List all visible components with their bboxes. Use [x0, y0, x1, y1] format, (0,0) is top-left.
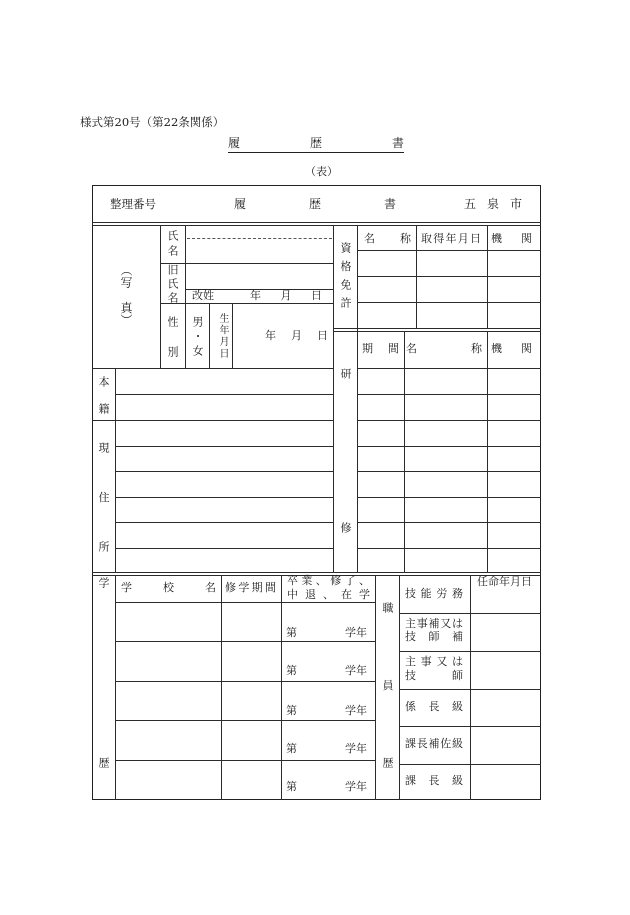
grid-line [333, 225, 334, 572]
grid-line [375, 575, 376, 800]
career-label: 職員歴 [381, 602, 394, 768]
grade-label: 課長補佐級 [405, 737, 463, 750]
address-label: 現住所 [97, 442, 110, 552]
grid-line [160, 303, 333, 304]
grid-line [357, 420, 541, 421]
grid-line [92, 420, 333, 421]
year-suffix: 学年 [345, 626, 367, 639]
sex-options: 男・女 [191, 316, 204, 356]
grid-line [399, 613, 541, 614]
name-change-date: 年月日 [250, 289, 322, 302]
grid-line [357, 302, 541, 303]
grid-line [115, 681, 375, 682]
grid-line [115, 394, 333, 395]
grid-line [115, 497, 333, 498]
education-col-school: 学校名 [121, 581, 216, 594]
grade-label: 課長級 [405, 774, 463, 787]
year-suffix: 学年 [345, 780, 367, 793]
grid-line [357, 276, 541, 277]
grid-line [357, 225, 358, 572]
year-suffix: 学年 [345, 664, 367, 677]
grid-line [115, 522, 333, 523]
year-suffix: 学年 [345, 704, 367, 717]
year-prefix: 第 [286, 626, 297, 639]
sex-label: 性別 [166, 316, 179, 357]
document-title: 履歴書 [228, 137, 404, 153]
education-col-period: 修学期間 [225, 581, 276, 594]
year-suffix: 学年 [345, 742, 367, 755]
grid-line [399, 726, 541, 727]
education-col-status-line1: 卒業、修了、 [287, 574, 370, 587]
grid-line [357, 368, 541, 369]
education-label: 学歴 [97, 577, 110, 768]
training-label: 研修 [339, 368, 352, 533]
grid-line [115, 760, 375, 761]
training-col-period: 期間 [362, 342, 399, 355]
name-change-label: 改姓 [192, 289, 214, 302]
grade-label-sub: 技師 [405, 669, 463, 682]
appointment-date-header: 任命年月日 [477, 575, 532, 588]
grid-line [209, 303, 210, 368]
furigana-dashed-line [187, 238, 332, 239]
grid-line [185, 225, 186, 368]
grid-line [115, 368, 116, 572]
grid-line [357, 497, 541, 498]
grid-line [357, 394, 541, 395]
grade-label: 技能労務 [405, 587, 463, 600]
grid-line [115, 548, 333, 549]
grid-line [115, 602, 375, 603]
grid-line [357, 250, 541, 251]
qualifications-col-institution: 機関 [491, 232, 532, 245]
grid-line [357, 522, 541, 523]
grid-line [399, 764, 541, 765]
education-col-status-line2: 中退、在学 [287, 588, 370, 601]
header-title: 履歴書 [234, 197, 396, 211]
domicile-label: 本籍 [97, 376, 110, 414]
section-divider [333, 328, 541, 329]
grade-label: 主事補又は [405, 617, 463, 630]
grid-line [357, 548, 541, 549]
section-divider [92, 572, 541, 573]
grid-line [399, 575, 400, 800]
city-name: 五泉市 [464, 197, 522, 211]
grade-label-sub: 技師補 [405, 630, 463, 643]
grid-line [357, 471, 541, 472]
ref-no-label: 整理番号 [110, 197, 156, 211]
grid-line [160, 225, 161, 368]
training-col-name: 名称 [406, 342, 482, 355]
section-divider [333, 331, 541, 332]
birth-date-label: 生年月日 [217, 313, 228, 358]
side-label: （表） [305, 165, 338, 178]
grid-line [115, 575, 116, 800]
year-prefix: 第 [286, 664, 297, 677]
grid-line [160, 263, 333, 264]
grid-line [115, 641, 375, 642]
grid-line [357, 446, 541, 447]
form-number: 様式第20号（第22条関係） [80, 115, 225, 129]
former-name-label: 旧氏名 [166, 264, 179, 303]
grid-line [281, 575, 282, 800]
grade-label: 主事又は [405, 655, 463, 668]
grid-line [221, 575, 222, 800]
grid-line [399, 689, 541, 690]
photo-area-label: （写 真） [119, 264, 133, 326]
grid-line [399, 651, 541, 652]
year-prefix: 第 [286, 742, 297, 755]
training-col-institution: 機関 [491, 342, 532, 355]
header-divider [92, 222, 541, 223]
year-prefix: 第 [286, 704, 297, 717]
grid-line [115, 720, 375, 721]
qualifications-col-name: 名称 [364, 232, 411, 245]
qualifications-col-date: 取得年月日 [421, 232, 481, 245]
grid-line [232, 303, 233, 368]
qualifications-label: 資格免許 [339, 242, 352, 308]
grade-label: 係長級 [405, 700, 463, 713]
year-prefix: 第 [286, 780, 297, 793]
grid-line [115, 446, 333, 447]
name-label: 氏名 [166, 230, 179, 256]
birth-date: 年月日 [265, 329, 328, 342]
grid-line [470, 575, 471, 800]
grid-line [115, 471, 333, 472]
grid-line [92, 368, 333, 369]
